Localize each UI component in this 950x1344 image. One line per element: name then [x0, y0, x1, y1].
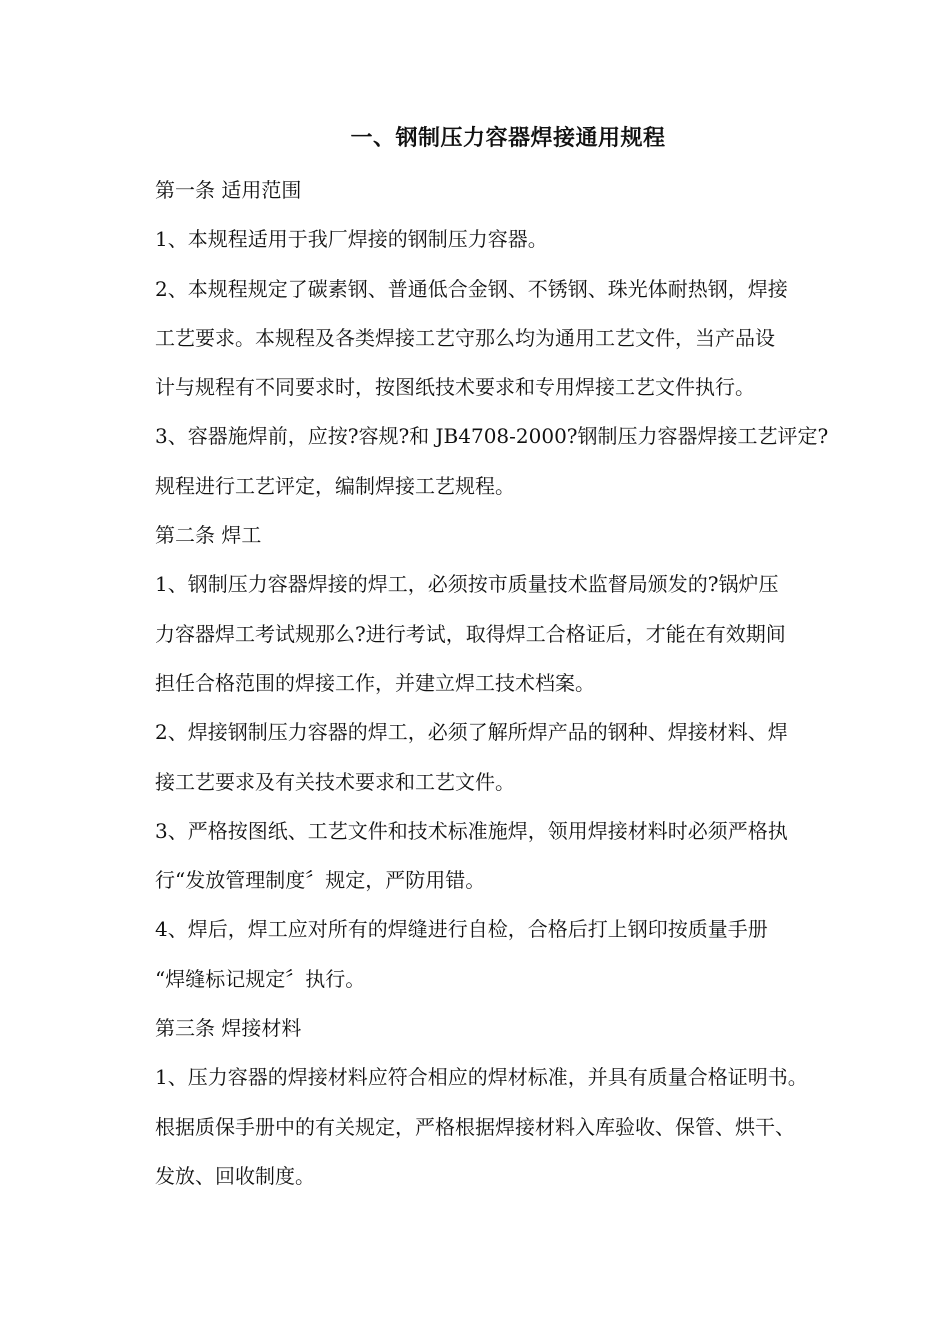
- paragraph-line: 1、钢制压力容器焊接的焊工，必须按市质量技术监督局颁发的?锅炉压: [155, 572, 779, 597]
- paragraph-line: 3、容器施焊前，应按?容规?和 JB4708-2000?钢制压力容器焊接工艺评定?: [155, 424, 829, 449]
- paragraph-line: 计与规程有不同要求时，按图纸技术要求和专用焊接工艺文件执行。: [155, 375, 755, 400]
- paragraph-line: 力容器焊工考试规那么?进行考试，取得焊工合格证后，才能在有效期间: [155, 621, 786, 646]
- section-heading-2: 第二条 焊工: [155, 523, 262, 548]
- section-heading-1: 第一条 适用范围: [155, 178, 302, 202]
- paragraph-line: 3、严格按图纸、工艺文件和技术标准施焊，领用焊接材料时必须严格执: [155, 818, 788, 843]
- paragraph-line: 2、焊接钢制压力容器的焊工，必须了解所焊产品的钢种、焊接材料、焊: [155, 720, 788, 745]
- paragraph-line: 行“发放管理制度〞规定，严防用错。: [155, 868, 486, 893]
- paragraph-line: 接工艺要求及有关技术要求和工艺文件。: [155, 769, 515, 794]
- section-heading-3: 第三条 焊接材料: [155, 1016, 302, 1041]
- paragraph-line: 发放、回收制度。: [155, 1163, 315, 1188]
- paragraph-line: 1、压力容器的焊接材料应符合相应的焊材标准，并具有质量合格证明书。: [155, 1065, 808, 1090]
- document-body: [155, 166, 890, 1201]
- paragraph-line: 工艺要求。本规程及各类焊接工艺守那么均为通用工艺文件，当产品设: [155, 325, 775, 350]
- paragraph-line: 4、焊后，焊工应对所有的焊缝进行自检，合格后打上钢印按质量手册: [155, 917, 768, 942]
- paragraph-line: “焊缝标记规定〞执行。: [155, 966, 366, 991]
- paragraph-line: 担任合格范围的焊接工作，并建立焊工技术档案。: [155, 670, 595, 695]
- paragraph-line: 2、本规程规定了碳素钢、普通低合金钢、不锈钢、珠光体耐热钢，焊接: [155, 276, 788, 301]
- paragraph-line: 1、本规程适用于我厂焊接的钢制压力容器。: [155, 227, 548, 252]
- document-title: 一、钢制压力容器焊接通用规程: [350, 125, 666, 151]
- paragraph-line: 根据质保手册中的有关规定，严格根据焊接材料入库验收、保管、烘干、: [155, 1114, 795, 1139]
- paragraph-line: 规程进行工艺评定，编制焊接工艺规程。: [155, 473, 515, 498]
